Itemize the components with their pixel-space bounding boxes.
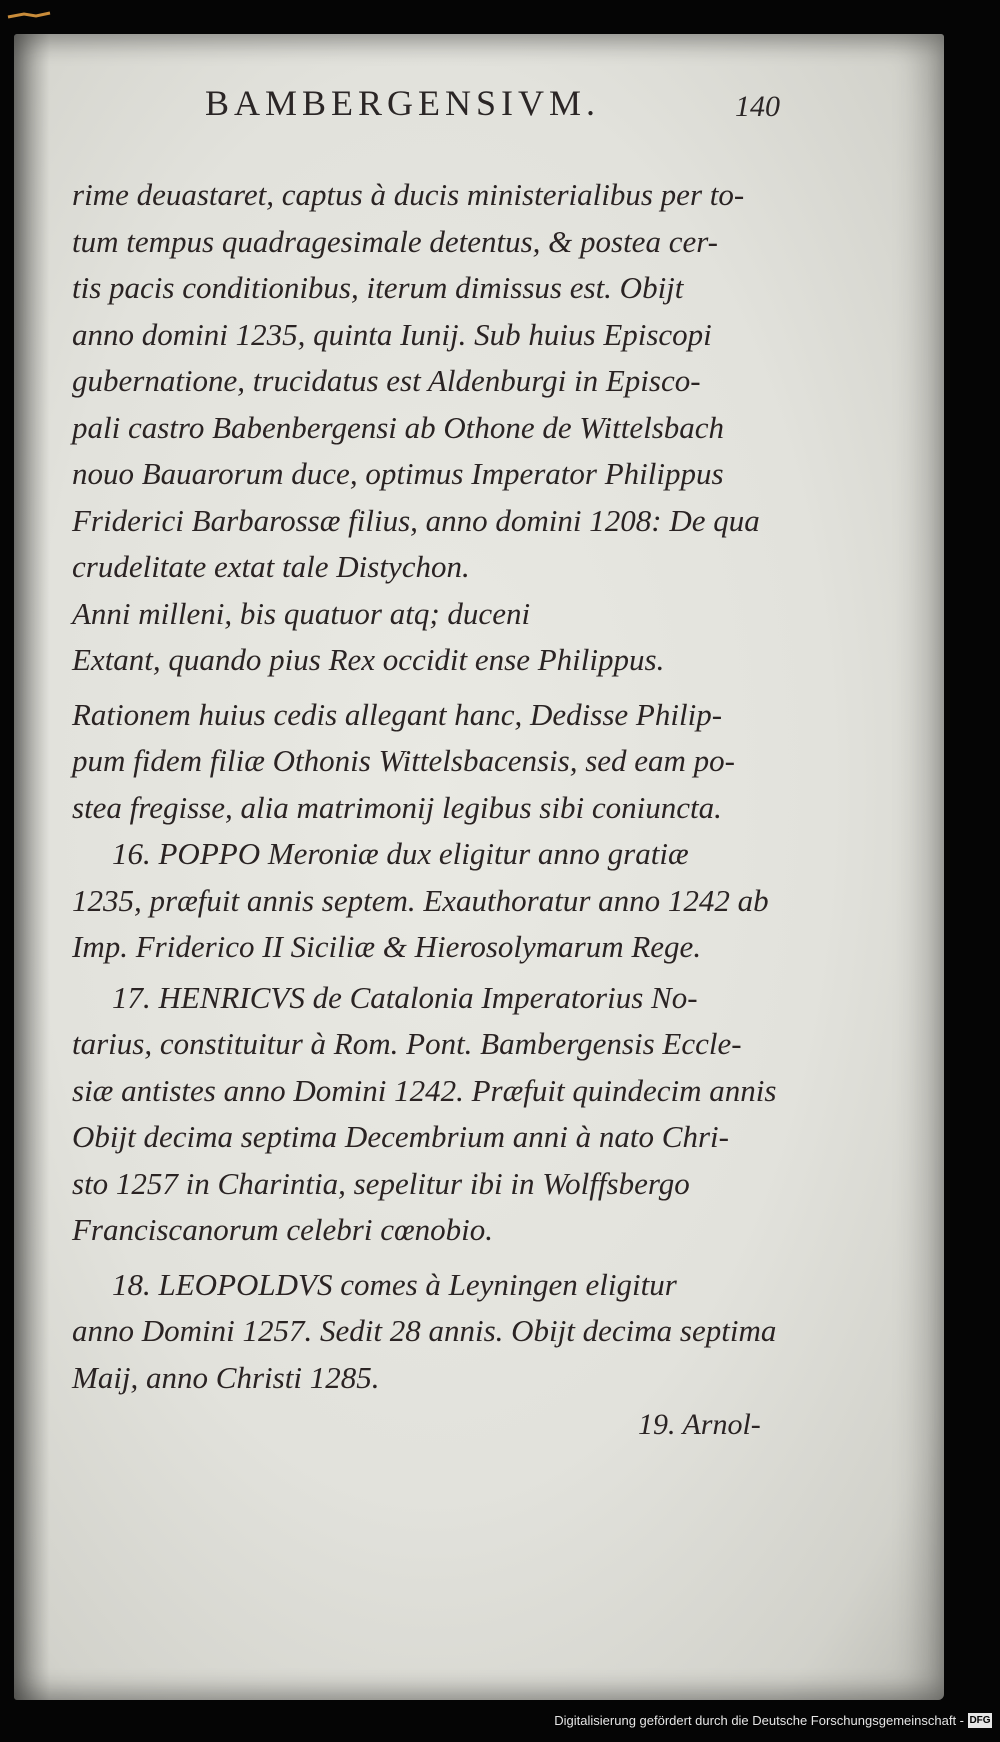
verse-line: Extant, quando pius Rex occidit ense Philippus. — [72, 642, 665, 677]
spine-shadow — [14, 34, 50, 1700]
text-line: anno domini 1235, quinta Iunij. Sub huius Episcopi — [72, 316, 712, 352]
body-text — [72, 172, 792, 1401]
text-line: nouo Bauarorum duce, optimus Imperator Philippus — [72, 456, 724, 491]
text-line: tis pacis conditionibus, iterum dimissus est. Obijt — [72, 270, 684, 305]
text-line: pali castro Babenbergensi ab Othone de Wittelsbach — [72, 409, 725, 445]
text-line: Rationem huius cedis allegant hanc, Dedisse Philip- — [72, 696, 723, 732]
scan-corner-mark — [6, 8, 52, 22]
text-line: stea fregisse, alia matrimonij legibus sibi coniuncta. — [72, 789, 722, 825]
text-line: rime deuastaret, captus à ducis ministerialibus per to- — [72, 177, 745, 212]
digitization-credit-bar — [0, 1704, 1000, 1742]
page-header — [0, 82, 1000, 142]
entry-18-heading: 18. LEOPOLDVS comes à Leyningen eligitur — [112, 1266, 677, 1302]
verse-line: Anni milleni, bis quatuor atq; duceni — [72, 595, 531, 631]
text-line: Maij, anno Christi 1285. — [72, 1359, 380, 1395]
entry-16-heading: 16. POPPO Meroniæ dux eligitur anno gratiæ — [112, 836, 689, 871]
text-line: tum tempus quadragesimale detentus, & postea cer- — [72, 223, 718, 259]
text-line: anno Domini 1257. Sedit 28 annis. Obijt decima septima — [72, 1313, 777, 1348]
text-line: sto 1257 in Charintia, sepelitur ibi in Wolffsbergo — [72, 1165, 690, 1201]
text-line: Obijt decima septima Decembrium anni à nato Chri- — [72, 1119, 729, 1154]
entry-17-heading: 17. HENRICVS de Catalonia Imperatorius No- — [112, 979, 698, 1015]
text-line: tarius, constituitur à Rom. Pont. Bambergensis Eccle- — [72, 1026, 742, 1061]
text-line: gubernatione, trucidatus est Aldenburgi in Episco- — [72, 363, 701, 398]
text-line: crudelitate extat tale Distychon. — [72, 549, 470, 584]
running-head: BAMBERGENSIVM. — [205, 83, 601, 123]
text-line: siæ antistes anno Domini 1242. Præfuit quindecim annis — [72, 1072, 777, 1108]
text-line: pum fidem filiæ Othonis Wittelsbacensis, sed eam po- — [72, 743, 736, 778]
text-line: Friderici Barbarossæ filius, anno domini 1208: De qua — [72, 502, 760, 538]
text-line: Imp. Friderico II Siciliæ & Hierosolymarum Rege. — [72, 929, 702, 964]
text-line: Franciscanorum celebri cœnobio. — [72, 1212, 494, 1247]
text-line: 1235, præfuit annis septem. Exauthoratur anno 1242 ab — [72, 882, 769, 918]
credit-text: Digitalisierung gefördert durch die Deutsche Forschungsgemeinschaft - — [554, 1713, 964, 1728]
page-number: 140 — [735, 90, 780, 123]
catchword: 19. Arnol- — [638, 1408, 761, 1441]
dfg-logo: DFG — [969, 1715, 991, 1726]
